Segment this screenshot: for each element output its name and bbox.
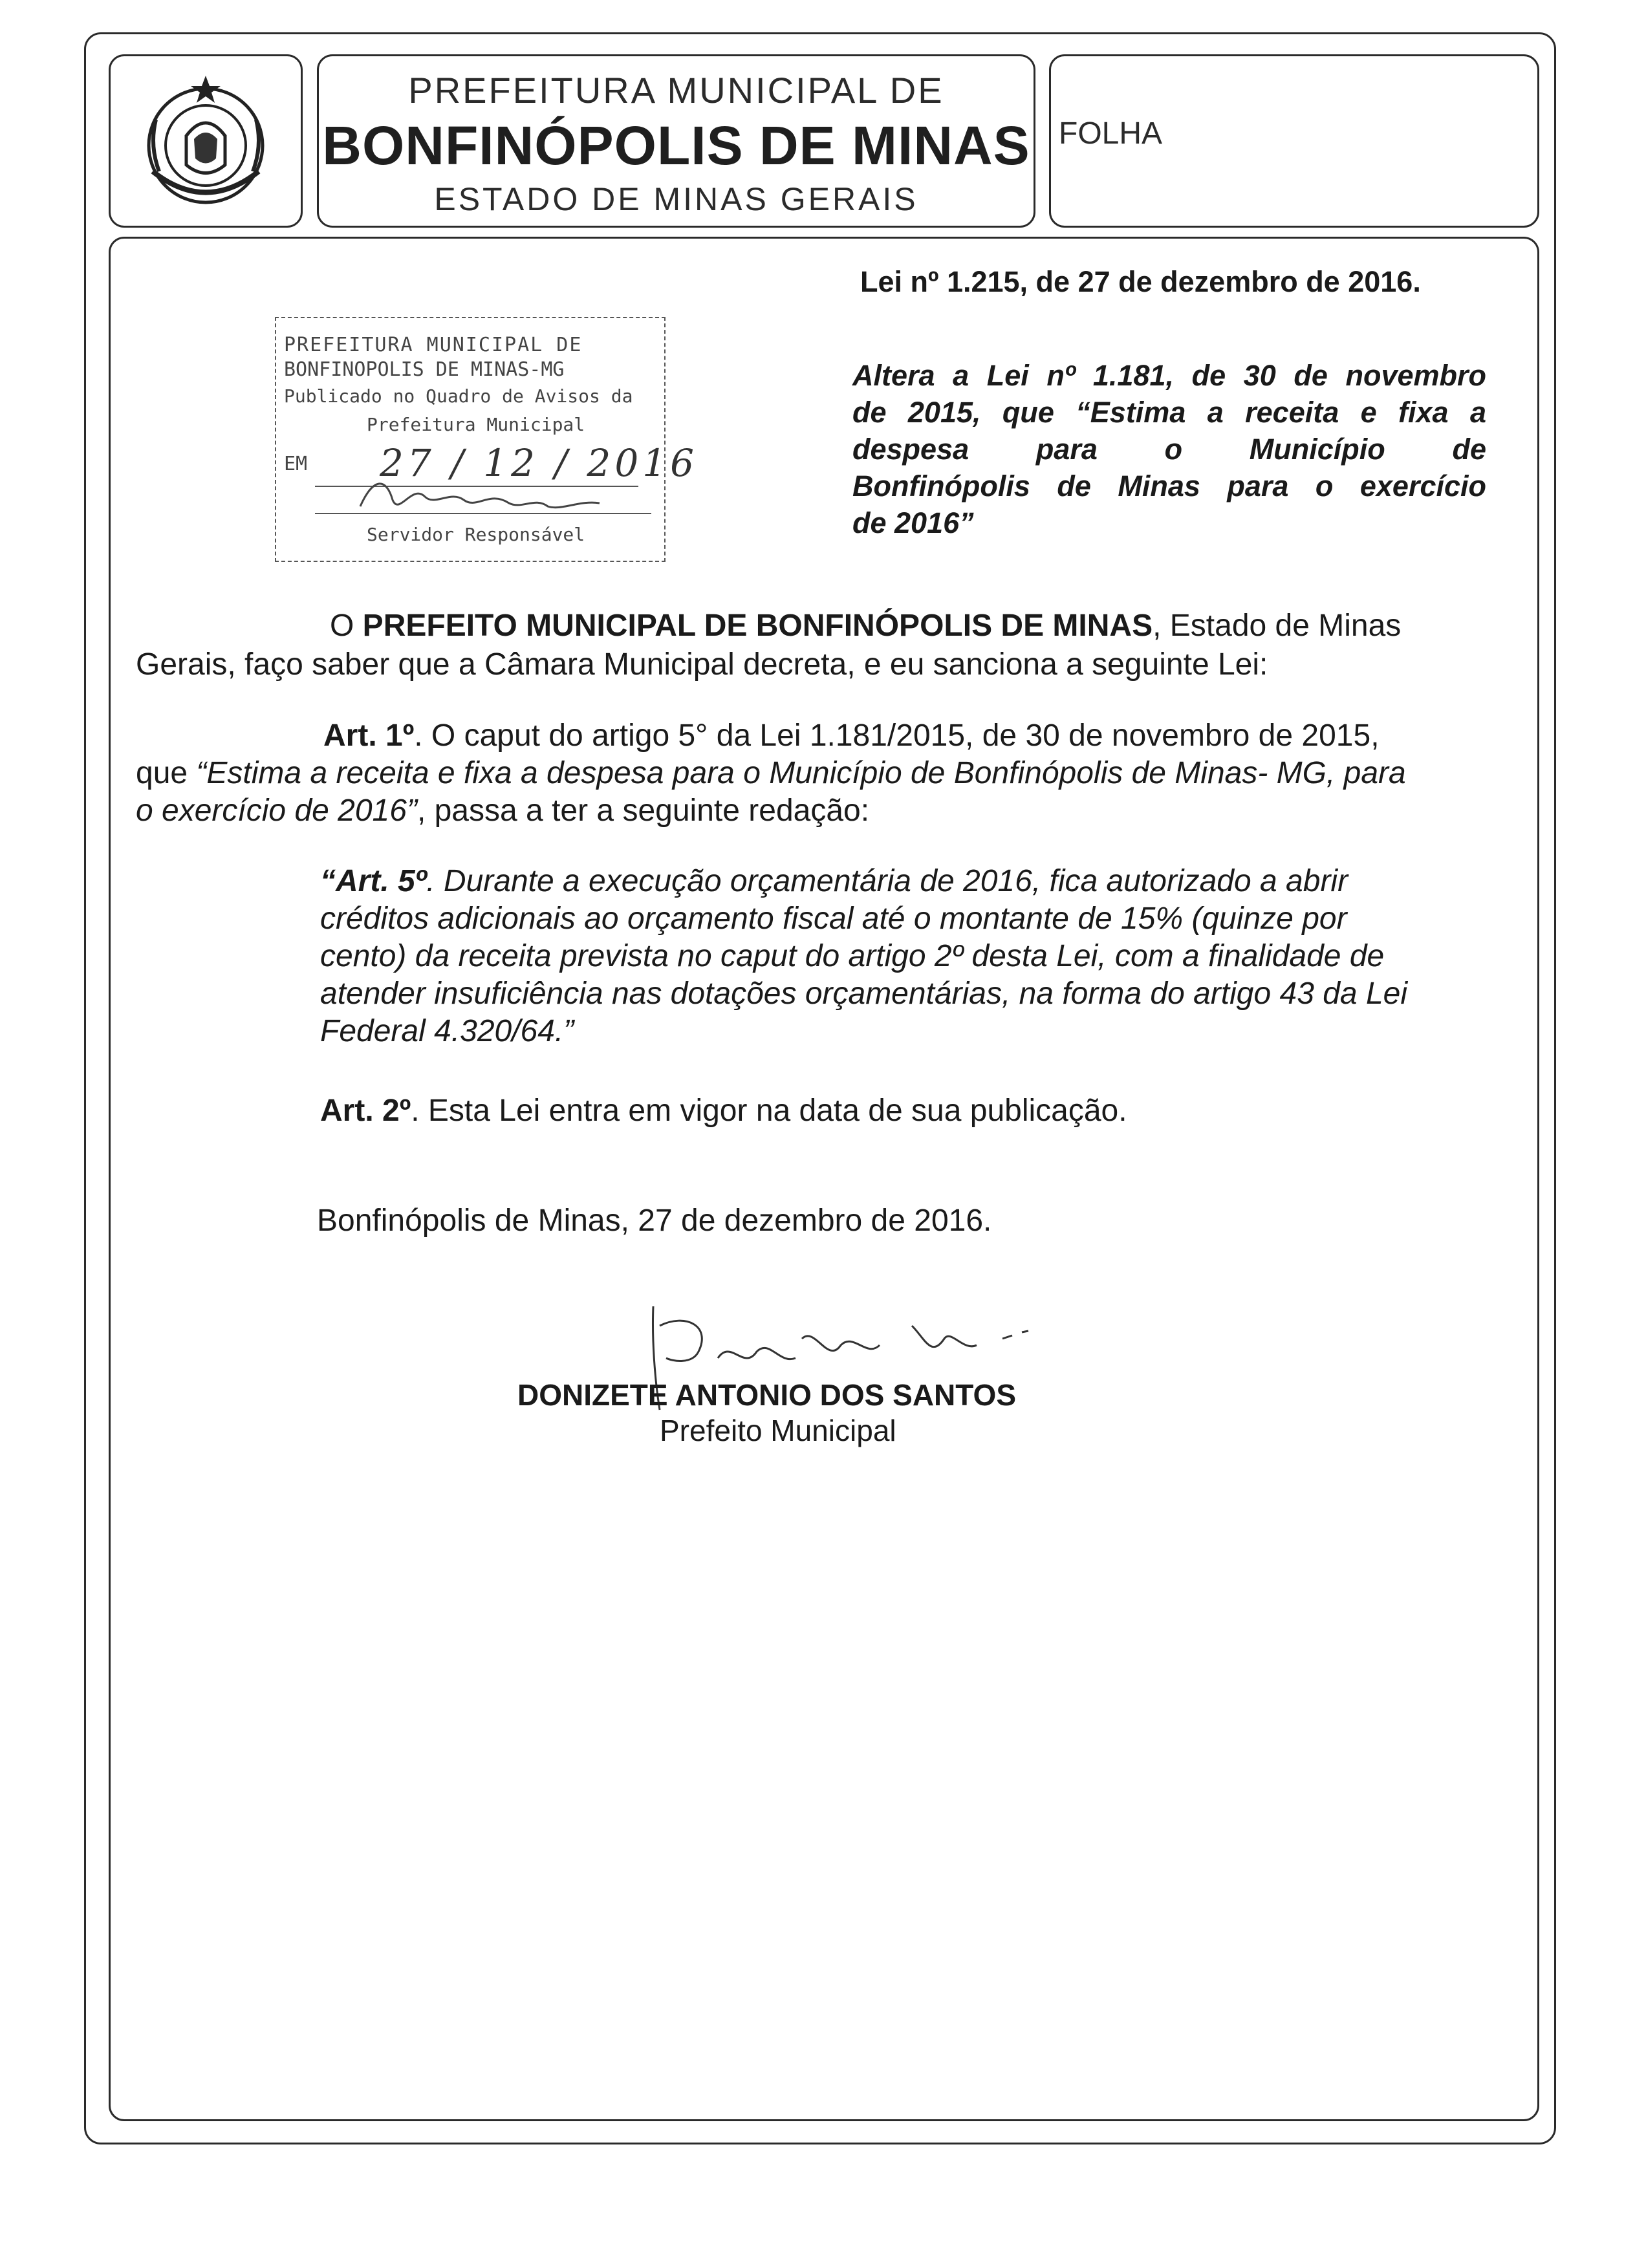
header-line-1: PREFEITURA MUNICIPAL DE <box>408 70 944 111</box>
preamble-line-1 <box>330 608 1401 643</box>
art5-text: . Durante a execução orçamentária de 2016, fica autorizado a abrir <box>426 864 1348 898</box>
art1-label: Art. 1º <box>323 718 415 753</box>
art1-text: . O caput do artigo 5° da Lei 1.181/2015, de 30 de novembro de 2015, <box>414 718 1380 753</box>
stamp-line-1: PREFEITURA MUNICIPAL DE <box>284 334 583 356</box>
art2-line <box>320 1093 1127 1129</box>
art5-line-5: Federal 4.320/64.” <box>320 1014 574 1048</box>
art5-line-2: créditos adicionais ao orçamento fiscal até o montante de 15% (quinze por <box>320 902 1347 936</box>
stamp-signature-icon <box>315 471 651 516</box>
signatory-role: Prefeito Municipal <box>660 1414 896 1447</box>
art5-line-4: atender insuficiência nas dotações orçamentárias, na forma do artigo 43 da Lei <box>320 977 1408 1011</box>
art1-line-2 <box>136 755 1406 791</box>
art1-quote-1: “Estima a receita e fixa a despesa para o Município de Bonfinópolis de Minas- MG, para <box>196 756 1406 790</box>
art5-line-3: cento) da receita prevista no caput do artigo 2º desta Lei, com a finalidade de <box>320 939 1385 973</box>
municipal-seal-icon <box>127 74 285 207</box>
law-title: Lei nº 1.215, de 27 de dezembro de 2016. <box>860 265 1421 298</box>
folha-box <box>1049 54 1539 228</box>
stamp-em-label: EM <box>284 453 308 475</box>
art1-que: que <box>136 756 197 790</box>
preamble-prefix: O <box>330 609 363 643</box>
preamble-bold: PREFEITO MUNICIPAL DE BONFINÓPOLIS DE MINAS <box>362 609 1153 643</box>
place-date: Bonfinópolis de Minas, 27 de dezembro de 2016. <box>317 1204 992 1238</box>
stamp-line-4: Prefeitura Municipal <box>367 414 585 435</box>
ementa-line-5: de 2016” <box>852 506 974 539</box>
art1-tail: , passa a ter a seguinte redação: <box>417 794 870 828</box>
preamble-suffix: , Estado de Minas <box>1153 609 1402 643</box>
header-title-box <box>317 54 1035 228</box>
stamp-date: 27 / 12 / 2016 <box>380 441 698 485</box>
art2-text: . Esta Lei entra em vigor na data de sua publicação. <box>411 1094 1127 1128</box>
ementa-line-2: de 2015, que “Estima a receita e fixa a <box>852 396 1486 429</box>
art2-label: Art. 2º <box>320 1094 411 1128</box>
ementa-line-4: Bonfinópolis de Minas para o exercício <box>852 470 1486 502</box>
state-name: ESTADO DE MINAS GERAIS <box>434 181 918 217</box>
publication-stamp <box>275 317 698 562</box>
signatory-name: DONIZETE ANTONIO DOS SANTOS <box>517 1378 1016 1412</box>
art1-line-1 <box>323 718 1380 753</box>
art1-line-3 <box>136 793 869 828</box>
art5-label: “Art. 5º <box>320 864 427 898</box>
art5-line-1 <box>320 863 1348 899</box>
ementa-line-1: Altera a Lei nº 1.181, de 30 de novembro <box>852 359 1486 392</box>
art1-quote-2: o exercício de 2016” <box>136 794 417 828</box>
stamp-footer: Servidor Responsável <box>367 524 585 545</box>
ementa-line-3: despesa para o Município de <box>852 433 1486 466</box>
stamp-line-2: BONFINOPOLIS DE MINAS-MG <box>284 358 565 381</box>
preamble-line-2: Gerais, faço saber que a Câmara Municipal decreta, e eu sanciona a seguinte Lei: <box>136 647 1268 682</box>
stamp-line-3: Publicado no Quadro de Avisos da <box>284 385 633 407</box>
municipality-name: BONFINÓPOLIS DE MINAS <box>322 115 1030 176</box>
seal-box <box>109 54 303 228</box>
folha-label: FOLHA <box>1059 116 1163 151</box>
